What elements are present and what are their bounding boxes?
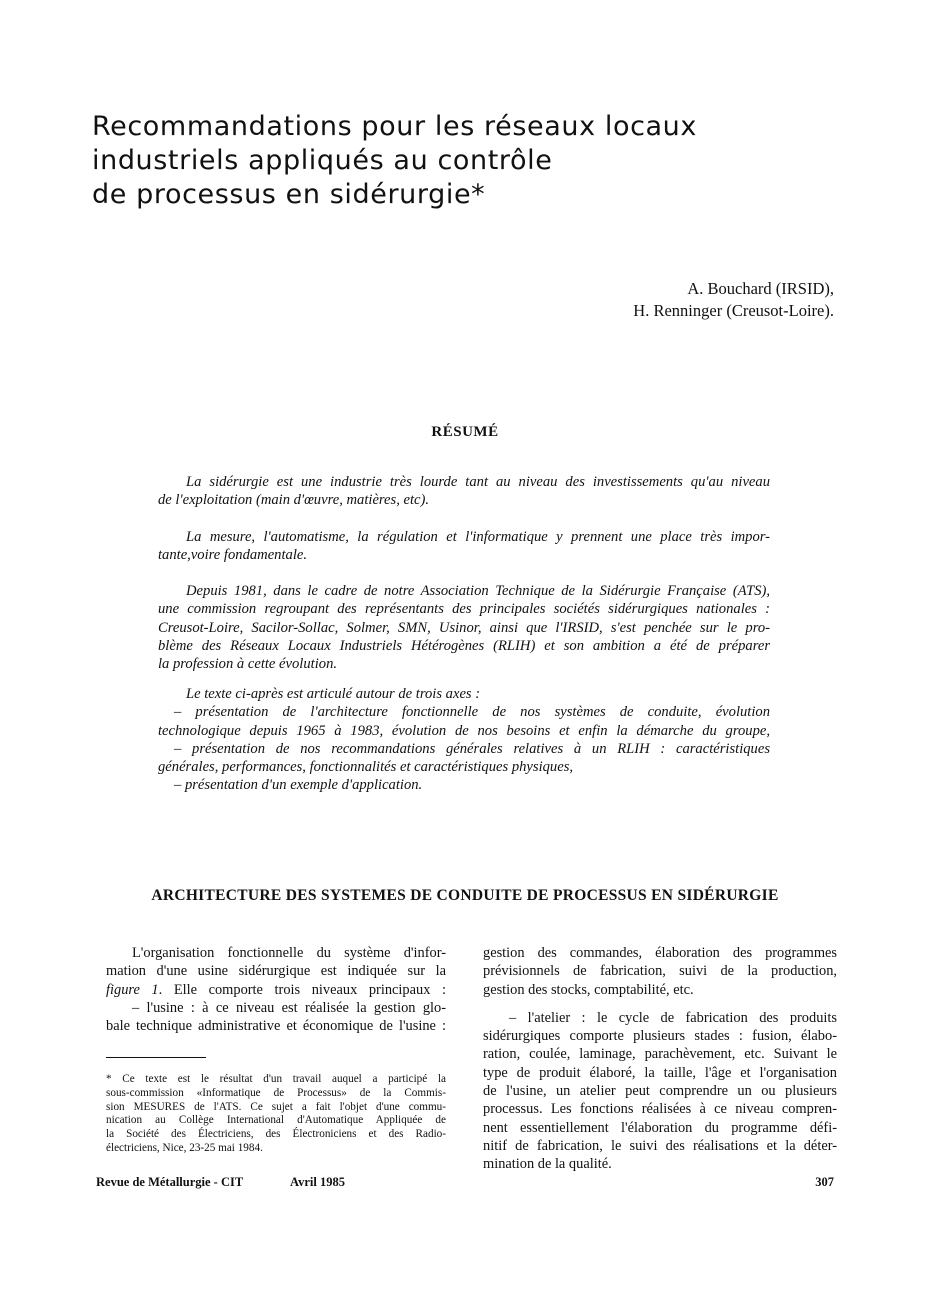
body-line: gestion des stocks, comptabilité, etc.	[483, 981, 694, 998]
abstract-line: Le texte ci-après est articulé autour de trois axes :	[186, 686, 481, 702]
body-column-right	[483, 944, 837, 1174]
abstract-line: Creusot-Loire, Sacilor-Sollac, Solmer, SMN, Usinor, ainsi que l'IRSID, s'est penchée sur le pro-	[158, 619, 770, 636]
section-heading: ARCHITECTURE DES SYSTEMES DE CONDUITE DE PROCESSUS EN SIDÉRURGIE	[151, 887, 779, 904]
article-title	[92, 110, 812, 212]
abstract-line: La sidérurgie est une industrie très lourde tant au niveau des investissements qu'au niveau	[186, 474, 770, 490]
footnote-line: * Ce texte est le résultat d'un travail auquel a participé la	[106, 1073, 446, 1085]
abstract-paragraph-1	[158, 473, 770, 510]
body-line: processus. Les fonctions réalisées à ce niveau compren-	[483, 1101, 837, 1118]
page-number: 307	[815, 1175, 834, 1189]
footer-date: Avril 1985	[290, 1175, 345, 1189]
abstract-line: blème des Réseaux Locaux Industriels Hétérogènes (RLIH) et son ambition a été de préparer	[158, 637, 770, 654]
abstract-line: La mesure, l'automatisme, la régulation et l'informatique y prennent une place très impor-	[186, 529, 770, 545]
body-line: prévisionnels de fabrication, suivi de la production,	[483, 963, 837, 980]
body-line: ration, coulée, laminage, parachèvement, etc. Suivant le	[483, 1046, 837, 1063]
abstract-paragraph-2	[158, 528, 770, 565]
title-line: industriels appliqués au contrôle	[92, 145, 553, 176]
footnote-line: la Société des Électriciens, des Électroniciens et des Radio-	[106, 1128, 446, 1141]
footnote-line: électriciens, Nice, 23-25 mai 1984.	[106, 1141, 263, 1154]
abstract-list-item: – présentation d'un exemple d'application.	[174, 777, 423, 794]
footnote	[106, 1073, 446, 1156]
abstract-paragraph-3	[158, 582, 770, 673]
title-line: Recommandations pour les réseaux locaux	[92, 111, 697, 142]
author-renninger: H. Renninger (Creusot-Loire).	[633, 301, 834, 320]
body-line: nent essentiellement l'élaboration du programme défi-	[483, 1119, 837, 1136]
body-line: mination de la qualité.	[483, 1156, 612, 1173]
body-line: L'organisation fonctionnelle du système d'infor-	[132, 945, 446, 961]
abstract-line: technologique depuis 1965 à 1983, évolution de nos besoins et enfin la démarche du groupe,	[158, 722, 770, 739]
title-line: de processus en sidérurgie*	[92, 179, 486, 210]
body-line: – l'usine : à ce niveau est réalisée la gestion glo-	[132, 999, 446, 1016]
abstract-line: une commission regroupant des représentants des principales sociétés sidérurgiques nationales :	[158, 601, 770, 618]
footer-journal: Revue de Métallurgie - CIT	[96, 1175, 244, 1189]
body-line: nitif de fabrication, le suivi des réalisations et la déter-	[483, 1137, 837, 1154]
body-line: – l'atelier : le cycle de fabrication des produits	[509, 1009, 837, 1026]
abstract-line: de l'exploitation (main d'œuvre, matières, etc).	[158, 492, 430, 509]
footnote-line: nication au Collège International d'Automatique Appliquée de	[106, 1114, 446, 1127]
body-line: mation d'une usine sidérurgique est indiquée sur la	[106, 963, 446, 980]
body-line: bale technique administrative et économique de l'usine :	[106, 1018, 446, 1035]
abstract-paragraph-4	[158, 685, 770, 795]
author-bouchard: A. Bouchard (IRSID),	[687, 279, 834, 298]
body-line: type de produit élaboré, la taille, l'âge et l'organisation	[483, 1064, 837, 1081]
footnote-rule	[106, 1057, 206, 1058]
abstract-line: Depuis 1981, dans le cadre de notre Association Technique de la Sidérurgie Française (ATS),	[186, 583, 770, 599]
body-line: de l'usine, un atelier peut comprendre un ou plusieurs	[483, 1083, 837, 1100]
footnote-line: sion MESURES de l'ATS. Ce sujet a fait l'objet d'une commu-	[106, 1100, 446, 1113]
authors-block	[633, 278, 834, 322]
abstract-list-item: – présentation de l'architecture fonctionnelle de nos systèmes de conduite, évolution	[174, 704, 770, 721]
abstract-line: la profession à cette évolution.	[158, 656, 338, 673]
resume-heading: RÉSUMÉ	[431, 424, 499, 440]
body-line: figure 1. Elle comporte trois niveaux principaux :	[106, 981, 446, 998]
abstract-line: tante,voire fondamentale.	[158, 547, 308, 564]
body-line: sidérurgiques comporte plusieurs stades : fusion, élabo-	[483, 1028, 837, 1045]
abstract-list-item: – présentation de nos recommandations générales relatives à un RLIH : caractéristiques	[174, 740, 770, 757]
body-line: gestion des commandes, élaboration des programmes	[483, 945, 837, 961]
footnote-line: sous-commission «Informatique de Processus» de la Commis-	[106, 1086, 446, 1099]
body-column-left	[106, 944, 446, 1035]
abstract-line: générales, performances, fonctionnalités et caractéristiques physiques,	[158, 759, 574, 776]
